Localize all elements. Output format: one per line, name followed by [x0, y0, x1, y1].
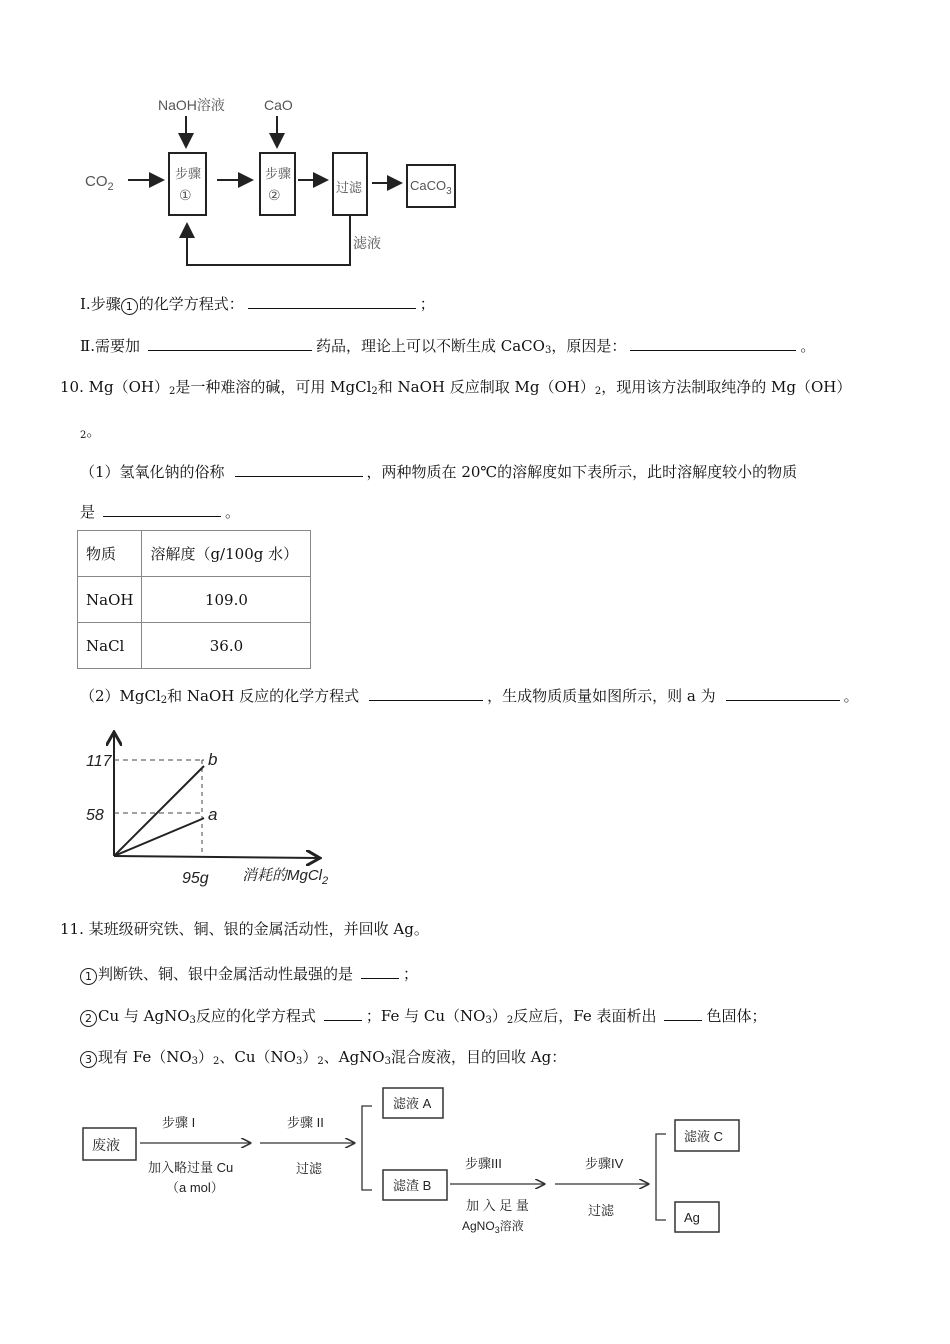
naoh-solution-label: NaOH溶液	[158, 97, 225, 113]
step1-label: 步骤 I	[162, 1115, 196, 1130]
process-diagram-caco3	[0, 0, 950, 280]
line-a	[114, 819, 202, 856]
q11-sub2: 2 Cu 与 AgNO$_3$反应的化学方程式 ；Fe 与 $Cu(NO_3)_2$反应后，Fe 表面析出 色固体；	[80, 1004, 767, 1032]
split-bracket-1	[362, 1106, 372, 1190]
tick-117: 117	[86, 753, 112, 770]
step3-label: 步骤III	[465, 1156, 502, 1171]
split-bracket-2	[656, 1134, 666, 1220]
table-cell: NaOH	[78, 577, 142, 623]
answer-blank[interactable]	[726, 684, 840, 701]
filtrate-a-label: 滤液 A	[393, 1096, 432, 1111]
step1-reagent: 加入略过量 Cu	[148, 1160, 234, 1175]
answer-blank[interactable]	[148, 334, 312, 351]
filtrate-label: 滤液	[353, 235, 381, 251]
answer-blank[interactable]	[324, 1004, 362, 1021]
line-b-ext	[202, 766, 204, 768]
step1-label: 步骤	[175, 166, 202, 181]
caco3-label: CaCO$_3$	[410, 178, 452, 197]
co2-label: $CO_2$	[85, 173, 114, 193]
label-b: b	[208, 750, 218, 769]
label-a: a	[208, 805, 218, 824]
step2-label: 步骤 II	[287, 1115, 324, 1130]
filtrate-c-label: 滤液 C	[684, 1129, 724, 1144]
table-header-cell: 溶解度（g/100g 水）	[142, 531, 311, 577]
table-cell: 36.0	[142, 623, 311, 669]
step2-box	[260, 153, 295, 215]
tick-95g: 95g	[182, 870, 209, 887]
q11-sub3: 3 现有 $Fe(NO_3)_2$、$Cu(NO_3)_2$、AgNO$_3$混合废液，目的回收 Ag：	[80, 1046, 566, 1073]
line-a-ext	[202, 818, 204, 819]
table-row	[78, 623, 311, 669]
answer-blank[interactable]	[361, 962, 399, 979]
table-row	[78, 531, 311, 577]
step2-number: ②	[268, 187, 281, 203]
step1-box	[169, 153, 206, 215]
q10-stem-line2: $_2$。	[80, 422, 102, 441]
q10-part2: （2）MgCl$_2$和 NaOH 反应的化学方程式 ，生成物质质量如图所示，则 a 为 。	[80, 684, 859, 712]
waste-label: 废液	[92, 1137, 120, 1153]
step1-amount: （a mol）	[166, 1180, 224, 1195]
x-axis	[114, 856, 318, 858]
line-b	[114, 768, 202, 856]
step1-number: ①	[179, 187, 192, 203]
table-cell: 109.0	[142, 577, 311, 623]
table-row	[78, 577, 311, 623]
q10-part1-line2: 是 。	[80, 500, 240, 523]
q9-part-i: Ⅰ.步骤 1 的化学方程式： ；	[80, 292, 435, 315]
x-axis-label: 消耗的MgCl$_2$	[242, 867, 329, 887]
q11-sub1: 1 判断铁、铜、银中金属活动性最强的是 ；	[80, 962, 418, 985]
cao-label: CaO	[264, 97, 293, 113]
step4-filter: 过滤	[588, 1203, 615, 1218]
step3-reagent-1: 加 入 足 量	[466, 1198, 529, 1213]
filtrate-recycle-line	[187, 215, 350, 265]
step4-label: 步骤IV	[585, 1156, 624, 1171]
table-cell: NaCl	[78, 623, 142, 669]
answer-blank[interactable]	[103, 500, 221, 517]
step3-reagent-2: AgNO$_3$溶液	[462, 1219, 524, 1235]
q10-part1-line1: （1）氢氧化钠的俗称 ，两种物质在 20℃的溶解度如下表所示，此时溶解度较小的物质	[80, 460, 797, 483]
mass-graph	[80, 728, 370, 893]
answer-blank[interactable]	[664, 1004, 702, 1021]
table-header-cell: 物质	[78, 531, 142, 577]
q10-stem-line1: 10. $Mg(OH)_2$是一种难溶的碱，可用 MgCl$_2$和 NaOH 反应制取 $Mg(OH)_2$，现用该方法制取纯净的 Mg（OH）	[60, 378, 852, 397]
solubility-table	[77, 530, 311, 669]
answer-blank[interactable]	[235, 460, 363, 477]
q9-part-ii: Ⅱ.需要加 药品，理论上可以不断生成 CaCO$_3$，原因是： 。	[80, 334, 815, 362]
answer-blank[interactable]	[630, 334, 796, 351]
silver-recovery-flowchart	[0, 1080, 950, 1250]
tick-58: 58	[86, 807, 104, 824]
q11-stem: 11. 某班级研究铁、铜、银的金属活动性，并回收 Ag。	[60, 920, 429, 938]
answer-blank[interactable]	[248, 292, 416, 309]
ag-label: Ag	[684, 1210, 700, 1225]
step2-filter: 过滤	[296, 1161, 323, 1176]
step2-label: 步骤	[265, 166, 292, 181]
answer-blank[interactable]	[369, 684, 483, 701]
filter-label: 过滤	[336, 180, 363, 195]
residue-b-label: 滤渣 B	[393, 1178, 432, 1193]
